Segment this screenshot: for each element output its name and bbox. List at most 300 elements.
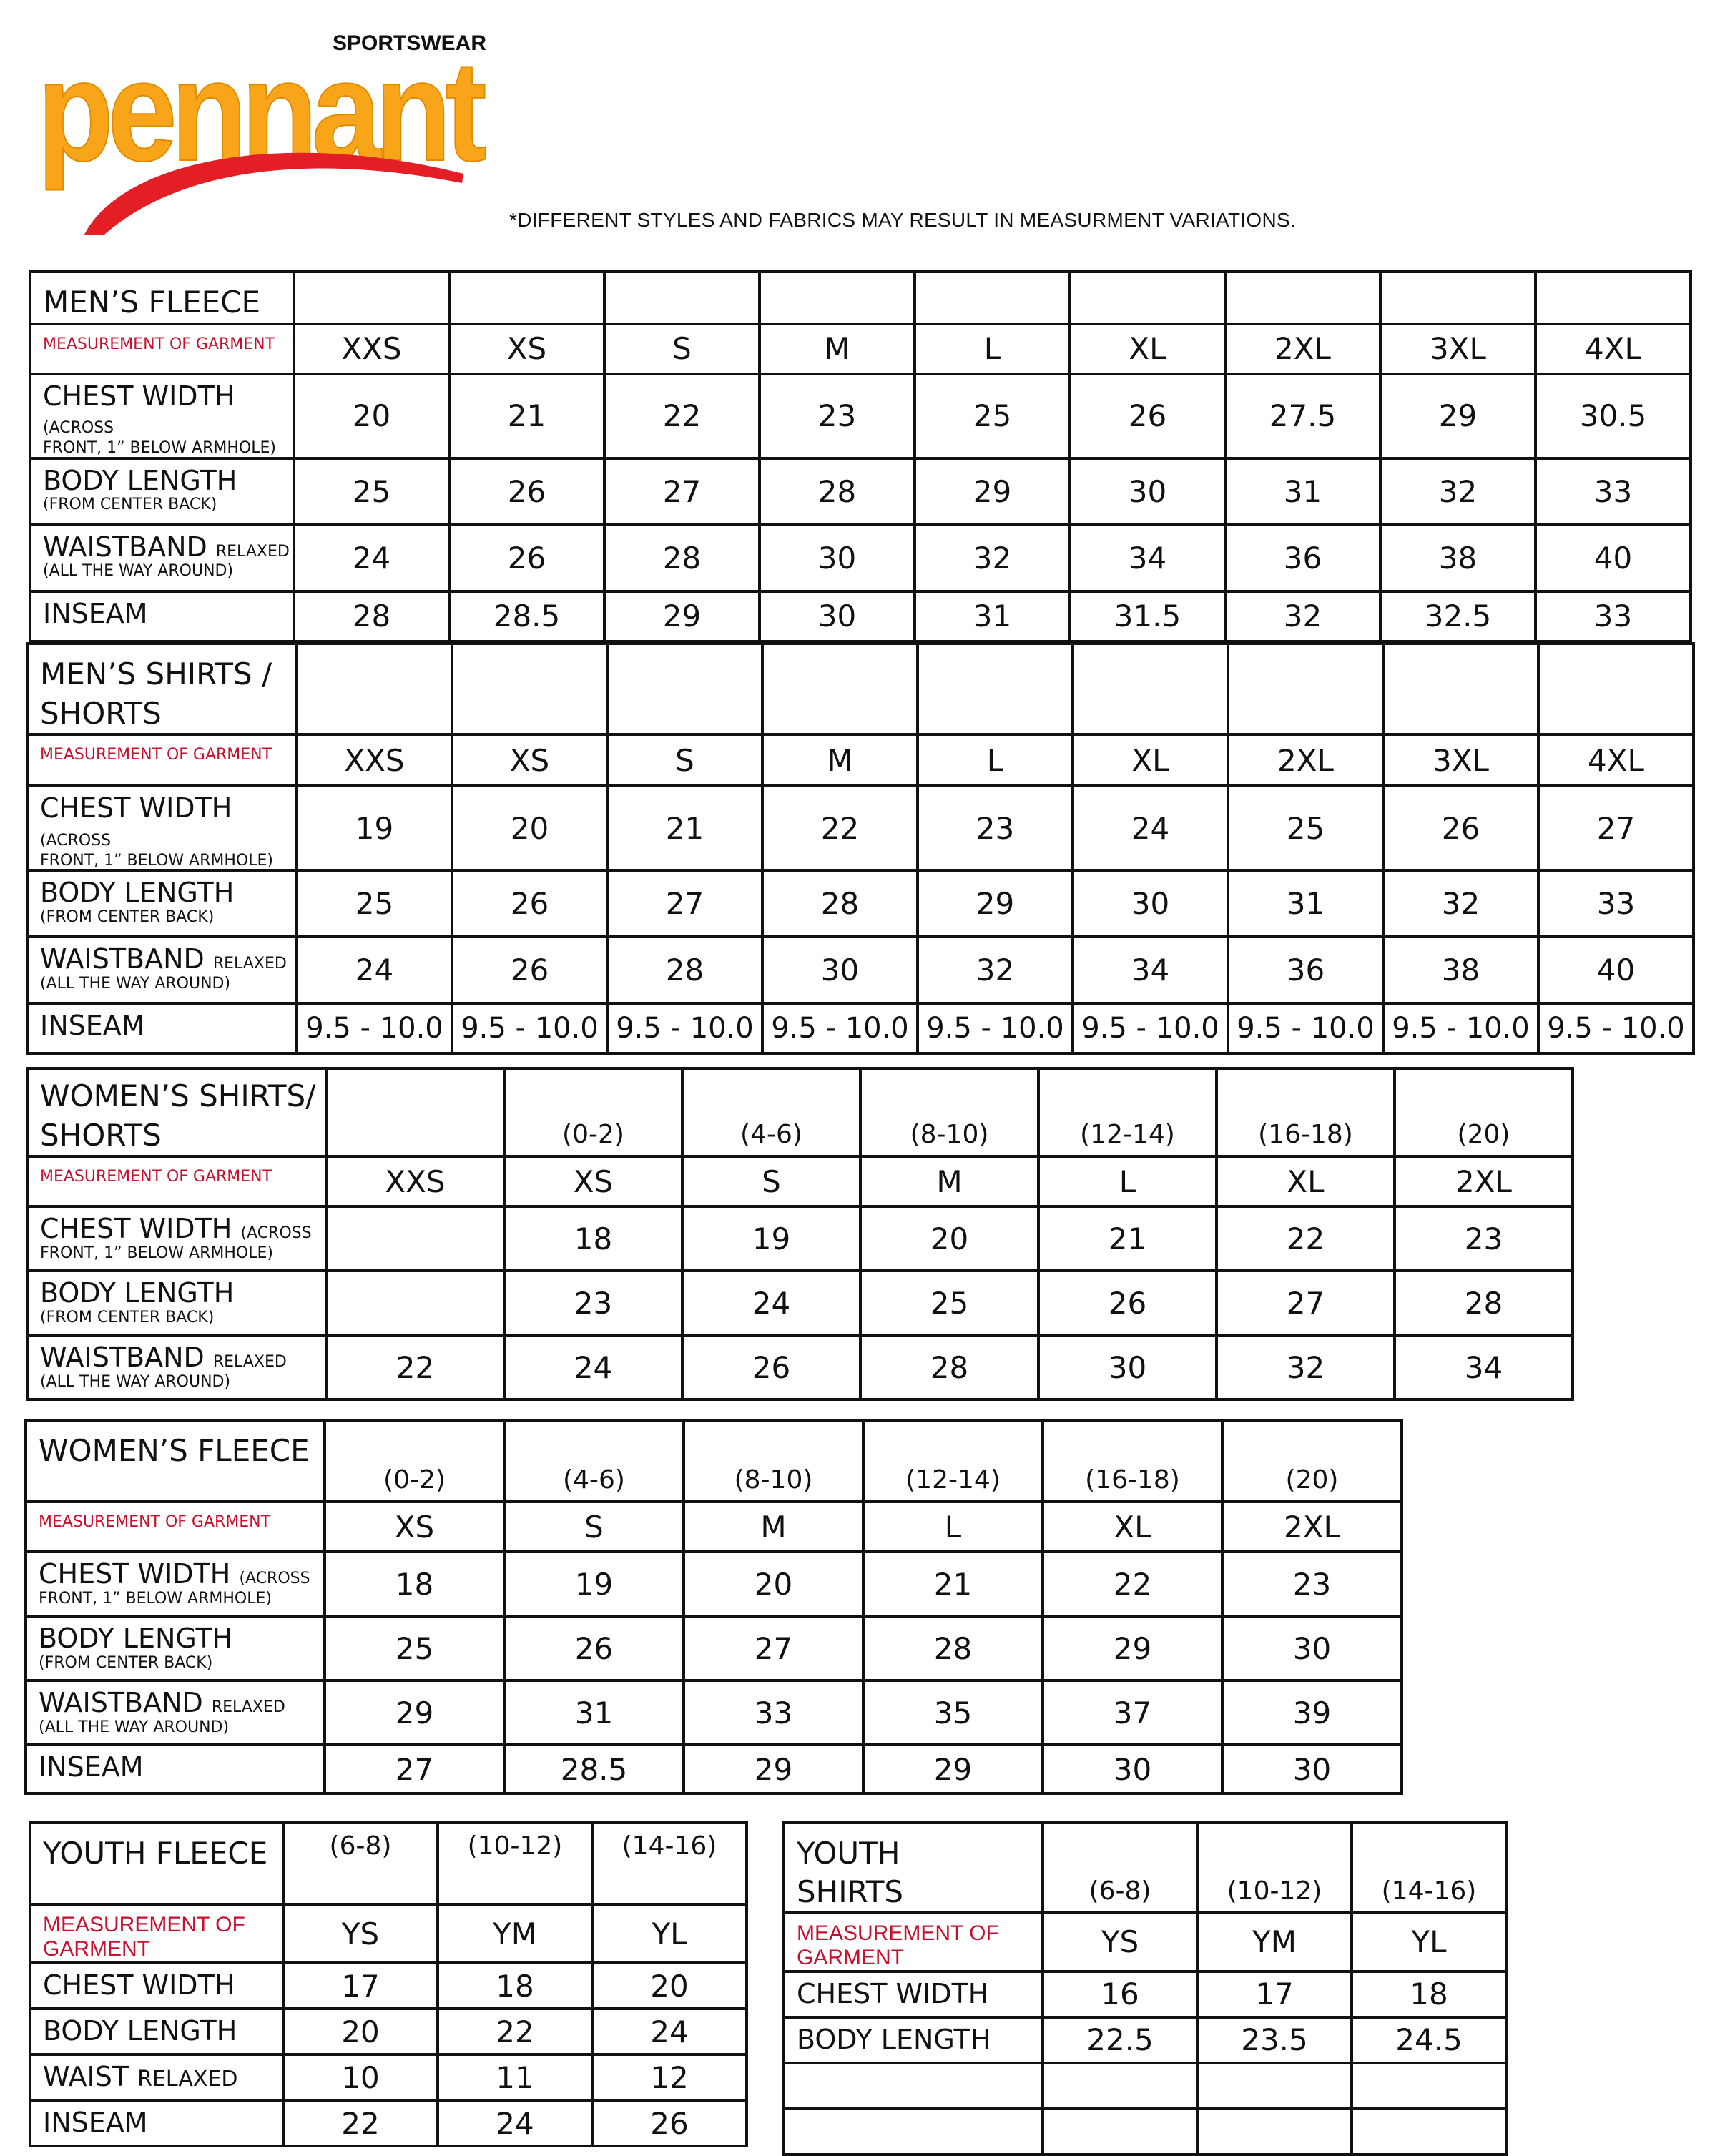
table-cell: L [863, 1502, 1043, 1552]
table-cell: 26 [1383, 786, 1538, 870]
measurement-label: MEASUREMENT OF GARMENT [27, 1156, 326, 1206]
label-text: FRONT, 1” BELOW ARMHOLE) [43, 439, 276, 458]
row-label-chest: CHEST WIDTH [30, 1963, 283, 2009]
row-label-body [26, 1616, 325, 1680]
table-cell: 18 [438, 1963, 592, 2009]
table-cell: (8-10) [860, 1068, 1038, 1156]
label-text: SHORTS [40, 1117, 162, 1153]
table-cell: 26 [682, 1335, 860, 1399]
table-cell: 38 [1380, 525, 1535, 591]
label-text: WAISTBAND [39, 1687, 203, 1718]
table-cell: XS [449, 324, 604, 374]
table-cell: S [682, 1156, 860, 1206]
label-text: (ALL THE WAY AROUND) [39, 1718, 230, 1736]
table-cell: 29 [918, 870, 1073, 937]
empty-cell [1352, 2063, 1506, 2109]
row-label-chest [30, 374, 294, 458]
table-cell: 29 [1380, 374, 1535, 458]
label-text: RELAXED [212, 1353, 287, 1372]
table-cell: 9.5 - 10.0 [607, 1003, 762, 1053]
table-cell: (12-14) [1038, 1068, 1217, 1156]
empty-cell [326, 1271, 504, 1335]
table-cell: 25 [294, 458, 449, 525]
table-cell: 32 [915, 525, 1070, 591]
table-cell: 33 [684, 1680, 863, 1745]
row-label-body: BODY LENGTH [30, 2009, 283, 2054]
row-label-inseam: INSEAM [30, 591, 294, 641]
measurement-label: MEASUREMENT OF GARMENT [30, 324, 294, 374]
empty-cell [918, 644, 1073, 734]
empty-cell [1538, 644, 1694, 734]
table-cell: 34 [1070, 525, 1225, 591]
label-text: (FROM CENTER BACK) [43, 496, 217, 514]
table-cell: 2XL [1222, 1502, 1402, 1552]
table-cell: 18 [1352, 1972, 1506, 2017]
row-label-body [30, 458, 294, 525]
label-text: WAISTBAND [43, 531, 207, 563]
table-cell: 9.5 - 10.0 [1073, 1003, 1228, 1053]
table-cell: 9.5 - 10.0 [1383, 1003, 1538, 1053]
table-cell: 3XL [1383, 734, 1538, 786]
empty-cell [784, 2063, 1043, 2109]
table-cell: 24.5 [1352, 2017, 1506, 2063]
table-cell: (8-10) [684, 1420, 863, 1502]
empty-cell [1043, 2063, 1197, 2109]
table-title [27, 644, 297, 734]
table-cell: XL [1073, 734, 1228, 786]
label-text: (ACROSS [40, 831, 112, 850]
table-cell: 20 [860, 1206, 1038, 1271]
table-cell: 24 [1073, 786, 1228, 870]
table-cell: (0-2) [504, 1068, 682, 1156]
table-cell: XL [1043, 1502, 1222, 1552]
table-cell: M [760, 324, 915, 374]
row-label-chest [27, 1206, 326, 1271]
row-label-inseam: INSEAM [30, 2100, 283, 2146]
table-cell: XS [504, 1156, 682, 1206]
table-cell: XXS [326, 1156, 504, 1206]
table-cell: (20) [1395, 1068, 1573, 1156]
table-cell: YL [592, 1904, 747, 1963]
table-title [27, 1068, 326, 1156]
empty-cell [1043, 2109, 1197, 2155]
empty-cell [1383, 644, 1538, 734]
table-cell: XXS [297, 734, 452, 786]
empty-cell [1535, 272, 1691, 324]
table-cell: 36 [1228, 937, 1383, 1003]
table-cell: 9.5 - 10.0 [762, 1003, 918, 1053]
table-cell: 19 [504, 1552, 684, 1616]
table-title: MEN’S FLEECE [30, 272, 294, 324]
table-cell: 21 [863, 1552, 1043, 1616]
table-cell: 28 [604, 525, 760, 591]
table-cell: 32.5 [1380, 591, 1535, 641]
table-cell: 28 [860, 1335, 1038, 1399]
label-text: FRONT, 1” BELOW ARMHOLE) [40, 851, 273, 870]
table-cell: L [915, 324, 1070, 374]
table-cell: YS [283, 1904, 438, 1963]
label-text: YOUTH [797, 1836, 900, 1871]
table-cell: L [1038, 1156, 1217, 1206]
mens-shirts-table [26, 642, 1695, 1055]
table-cell: 19 [682, 1206, 860, 1271]
table-cell: 31 [915, 591, 1070, 641]
table-cell: 26 [452, 870, 607, 937]
empty-cell [1380, 272, 1535, 324]
empty-cell [1197, 2063, 1352, 2109]
row-label-waist [27, 1335, 326, 1399]
table-cell: 27 [684, 1616, 863, 1680]
label-text: (ALL THE WAY AROUND) [40, 974, 231, 993]
label-text: RELAXED [212, 955, 287, 973]
table-cell: 27 [325, 1745, 504, 1793]
table-cell: 31 [1228, 870, 1383, 937]
table-cell: 31 [1225, 458, 1380, 525]
table-cell: XL [1070, 324, 1225, 374]
table-cell: 22 [438, 2009, 592, 2054]
label-text: WOMEN’S SHIRTS/ [40, 1078, 316, 1113]
table-cell: 24 [294, 525, 449, 591]
table-cell: 9.5 - 10.0 [297, 1003, 452, 1053]
label-text: BODY LENGTH [40, 1277, 235, 1309]
label-text: (FROM CENTER BACK) [40, 907, 215, 926]
table-cell: (16-18) [1217, 1068, 1395, 1156]
empty-cell [1197, 2109, 1352, 2155]
table-cell: 32 [1380, 458, 1535, 525]
label-text: CHEST WIDTH [43, 380, 235, 412]
table-cell: 20 [294, 374, 449, 458]
table-cell: 23 [918, 786, 1073, 870]
table-cell: 9.5 - 10.0 [1538, 1003, 1694, 1053]
label-text: CHEST WIDTH [40, 1213, 232, 1245]
table-cell: (10-12) [438, 1823, 592, 1904]
table-cell: 20 [452, 786, 607, 870]
table-cell: 29 [325, 1680, 504, 1745]
table-cell: 18 [504, 1206, 682, 1271]
table-cell: (0-2) [325, 1420, 504, 1502]
row-label-waist [27, 937, 297, 1003]
label-text: BODY LENGTH [39, 1623, 233, 1654]
table-cell: 16 [1043, 1972, 1197, 2017]
table-cell: YL [1352, 1913, 1506, 1972]
table-cell: (4-6) [682, 1068, 860, 1156]
table-cell: (16-18) [1043, 1420, 1222, 1502]
label-text: (FROM CENTER BACK) [40, 1308, 215, 1326]
table-cell: 31.5 [1070, 591, 1225, 641]
logo-wordmark: pennant [37, 31, 486, 191]
table-cell: XS [325, 1502, 504, 1552]
measurement-label: MEASUREMENT OF GARMENT [784, 1913, 1043, 1972]
table-cell: (20) [1222, 1420, 1402, 1502]
table-cell: 25 [325, 1616, 504, 1680]
table-cell: 24 [504, 1335, 682, 1399]
table-cell: 40 [1535, 525, 1691, 591]
measurement-label: MEASUREMENT OF GARMENT [27, 734, 297, 786]
table-cell: 28 [607, 937, 762, 1003]
table-cell: S [607, 734, 762, 786]
table-cell: 35 [863, 1680, 1043, 1745]
table-cell: 22 [762, 786, 918, 870]
row-label-inseam: INSEAM [26, 1745, 325, 1793]
table-cell: 28 [1395, 1271, 1573, 1335]
womens-shirts-table [26, 1067, 1574, 1401]
empty-cell [607, 644, 762, 734]
table-cell: 27 [604, 458, 760, 525]
table-cell: 32 [1217, 1335, 1395, 1399]
empty-cell [760, 272, 915, 324]
table-cell: 4XL [1538, 734, 1694, 786]
label-text: RELAXED [215, 542, 290, 561]
label-text: BODY LENGTH [43, 464, 237, 496]
table-cell: 22 [326, 1335, 504, 1399]
table-cell: 22 [604, 374, 760, 458]
label-text: RELAXED [211, 1698, 285, 1716]
row-label-waist [30, 2054, 283, 2100]
table-cell: 28 [760, 458, 915, 525]
table-cell: YM [438, 1904, 592, 1963]
table-cell: 33 [1535, 458, 1691, 525]
table-cell: (14-16) [592, 1823, 747, 1904]
empty-cell [762, 644, 918, 734]
row-label-waist [30, 525, 294, 591]
table-cell: 9.5 - 10.0 [1228, 1003, 1383, 1053]
table-cell: 21 [1038, 1206, 1217, 1271]
table-cell: 25 [915, 374, 1070, 458]
row-label-body [27, 1271, 326, 1335]
empty-cell [326, 1206, 504, 1271]
table-cell: 26 [449, 458, 604, 525]
table-cell: 40 [1538, 937, 1694, 1003]
table-cell: 30 [760, 591, 915, 641]
row-label-waist [26, 1680, 325, 1745]
table-cell: 29 [1043, 1616, 1222, 1680]
table-cell: 12 [592, 2054, 747, 2100]
table-cell: 23 [1395, 1206, 1573, 1271]
label-text: FRONT, 1” BELOW ARMHOLE) [40, 1244, 273, 1262]
table-cell: 27 [607, 870, 762, 937]
table-cell: 17 [1197, 1972, 1352, 2017]
label-text: CHEST WIDTH [40, 792, 232, 825]
table-cell: 3XL [1380, 324, 1535, 374]
empty-cell [449, 272, 604, 324]
table-cell: 30 [1043, 1745, 1222, 1793]
table-cell: 20 [684, 1552, 863, 1616]
empty-cell [1225, 272, 1380, 324]
label-text: (ALL THE WAY AROUND) [43, 562, 234, 581]
table-cell: 34 [1395, 1335, 1573, 1399]
table-cell: 26 [1038, 1271, 1217, 1335]
table-cell: 30 [760, 525, 915, 591]
table-cell: 36 [1225, 525, 1380, 591]
table-cell: XS [452, 734, 607, 786]
table-cell: 38 [1383, 937, 1538, 1003]
label-text: MEN’S SHIRTS / [40, 656, 272, 691]
table-cell: S [604, 324, 760, 374]
table-cell: 11 [438, 2054, 592, 2100]
table-title [784, 1823, 1043, 1913]
pennant-sportswear-logo [34, 20, 492, 249]
empty-cell [1073, 644, 1228, 734]
empty-cell [1228, 644, 1383, 734]
table-cell: 30 [1222, 1616, 1402, 1680]
table-cell: 25 [1228, 786, 1383, 870]
table-cell: 20 [592, 1963, 747, 2009]
table-cell: 26 [449, 525, 604, 591]
table-cell: 27 [1217, 1271, 1395, 1335]
table-cell: 20 [283, 2009, 438, 2054]
table-cell: 17 [283, 1963, 438, 2009]
table-cell: 9.5 - 10.0 [918, 1003, 1073, 1053]
label-text: RELAXED [137, 2067, 238, 2092]
table-cell: 24 [297, 937, 452, 1003]
table-cell: 26 [504, 1616, 684, 1680]
table-cell: (14-16) [1352, 1823, 1506, 1913]
empty-cell [1070, 272, 1225, 324]
table-cell: (6-8) [283, 1823, 438, 1904]
table-cell: 30 [1222, 1745, 1402, 1793]
womens-fleece-table [24, 1419, 1403, 1795]
table-cell: 32 [918, 937, 1073, 1003]
table-cell: 30 [1070, 458, 1225, 525]
table-cell: XL [1217, 1156, 1395, 1206]
youth-shirts-table [782, 1821, 1508, 2156]
table-cell: 18 [325, 1552, 504, 1616]
table-cell: 2XL [1228, 734, 1383, 786]
table-cell: 27 [1538, 786, 1694, 870]
table-cell: 26 [452, 937, 607, 1003]
label-text: BODY LENGTH [40, 877, 235, 909]
table-cell: 29 [915, 458, 1070, 525]
table-title: WOMEN’S FLEECE [26, 1420, 325, 1502]
empty-cell [915, 272, 1070, 324]
table-cell: 28.5 [504, 1745, 684, 1793]
table-cell: 21 [607, 786, 762, 870]
table-cell: 22.5 [1043, 2017, 1197, 2063]
table-cell: 25 [297, 870, 452, 937]
label-text: SHIRTS [797, 1874, 904, 1909]
table-cell: 30 [1073, 870, 1228, 937]
table-cell: (6-8) [1043, 1823, 1197, 1913]
label-text: (ALL THE WAY AROUND) [40, 1372, 231, 1391]
empty-cell [452, 644, 607, 734]
table-cell: M [684, 1502, 863, 1552]
empty-cell [326, 1068, 504, 1156]
table-cell: 22 [283, 2100, 438, 2146]
table-cell: S [504, 1502, 684, 1552]
table-cell: 33 [1538, 870, 1694, 937]
table-cell: XXS [294, 324, 449, 374]
label-text: WAIST [43, 2061, 129, 2092]
table-cell: 24 [438, 2100, 592, 2146]
label-text: (FROM CENTER BACK) [39, 1653, 213, 1672]
empty-cell [784, 2109, 1043, 2155]
table-cell: (10-12) [1197, 1823, 1352, 1913]
table-cell: 33 [1535, 591, 1691, 641]
logo-tagline: SPORTSWEAR [332, 31, 486, 55]
table-cell: 28.5 [449, 591, 604, 641]
table-cell: 4XL [1535, 324, 1691, 374]
measurement-label: MEASUREMENT OF GARMENT [30, 1904, 283, 1963]
label-text: SHORTS [40, 695, 162, 731]
table-cell: 22 [1217, 1206, 1395, 1271]
label-text: (ACROSS [239, 1570, 310, 1588]
table-cell: 28 [294, 591, 449, 641]
table-cell: 37 [1043, 1680, 1222, 1745]
row-label-chest [26, 1552, 325, 1616]
table-cell: 27.5 [1225, 374, 1380, 458]
row-label-chest: CHEST WIDTH [784, 1972, 1043, 2017]
table-cell: 29 [863, 1745, 1043, 1793]
label-text: CHEST WIDTH [39, 1558, 231, 1590]
table-cell: 23 [504, 1271, 682, 1335]
table-title: YOUTH FLEECE [30, 1823, 283, 1904]
table-cell: 24 [592, 2009, 747, 2054]
table-cell: 2XL [1225, 324, 1380, 374]
empty-cell [604, 272, 760, 324]
table-cell: 32 [1225, 591, 1380, 641]
table-cell: 39 [1222, 1680, 1402, 1745]
table-cell: 25 [860, 1271, 1038, 1335]
table-cell: M [762, 734, 918, 786]
measurement-note: *DIFFERENT STYLES AND FABRICS MAY RESULT IN MEASURMENT VARIATIONS. [509, 209, 1297, 231]
table-cell: 31 [504, 1680, 684, 1745]
row-label-chest [27, 786, 297, 870]
table-cell: 9.5 - 10.0 [452, 1003, 607, 1053]
table-cell: 24 [682, 1271, 860, 1335]
table-cell: 30 [762, 937, 918, 1003]
table-cell: 28 [863, 1616, 1043, 1680]
table-cell: 32 [1383, 870, 1538, 937]
table-cell: M [860, 1156, 1038, 1206]
measurement-label: MEASUREMENT OF GARMENT [26, 1502, 325, 1552]
table-cell: 23 [760, 374, 915, 458]
row-label-body: BODY LENGTH [784, 2017, 1043, 2063]
label-text: FRONT, 1” BELOW ARMHOLE) [39, 1589, 272, 1608]
table-cell: 2XL [1395, 1156, 1573, 1206]
empty-cell [294, 272, 449, 324]
table-cell: 26 [592, 2100, 747, 2146]
table-cell: YS [1043, 1913, 1197, 1972]
table-cell: 21 [449, 374, 604, 458]
label-text: WAISTBAND [40, 1342, 205, 1374]
table-cell: 23 [1222, 1552, 1402, 1616]
table-cell: 22 [1043, 1552, 1222, 1616]
label-text: WAISTBAND [40, 943, 205, 975]
label-text: (ACROSS [43, 419, 114, 438]
table-cell: 19 [297, 786, 452, 870]
label-text: (ACROSS [240, 1224, 312, 1243]
empty-cell [297, 644, 452, 734]
table-cell: (4-6) [504, 1420, 684, 1502]
empty-cell [1352, 2109, 1506, 2155]
youth-fleece-table [29, 1821, 748, 2147]
table-cell: L [918, 734, 1073, 786]
table-cell: 29 [684, 1745, 863, 1793]
table-cell: 10 [283, 2054, 438, 2100]
row-label-body [27, 870, 297, 937]
table-cell: 29 [604, 591, 760, 641]
row-label-inseam: INSEAM [27, 1003, 297, 1053]
table-cell: 30 [1038, 1335, 1217, 1399]
mens-fleece-table [29, 270, 1692, 643]
table-cell: 34 [1073, 937, 1228, 1003]
table-cell: 30.5 [1535, 374, 1691, 458]
table-cell: (12-14) [863, 1420, 1043, 1502]
table-cell: YM [1197, 1913, 1352, 1972]
table-cell: 23.5 [1197, 2017, 1352, 2063]
table-cell: 28 [762, 870, 918, 937]
table-cell: 26 [1070, 374, 1225, 458]
